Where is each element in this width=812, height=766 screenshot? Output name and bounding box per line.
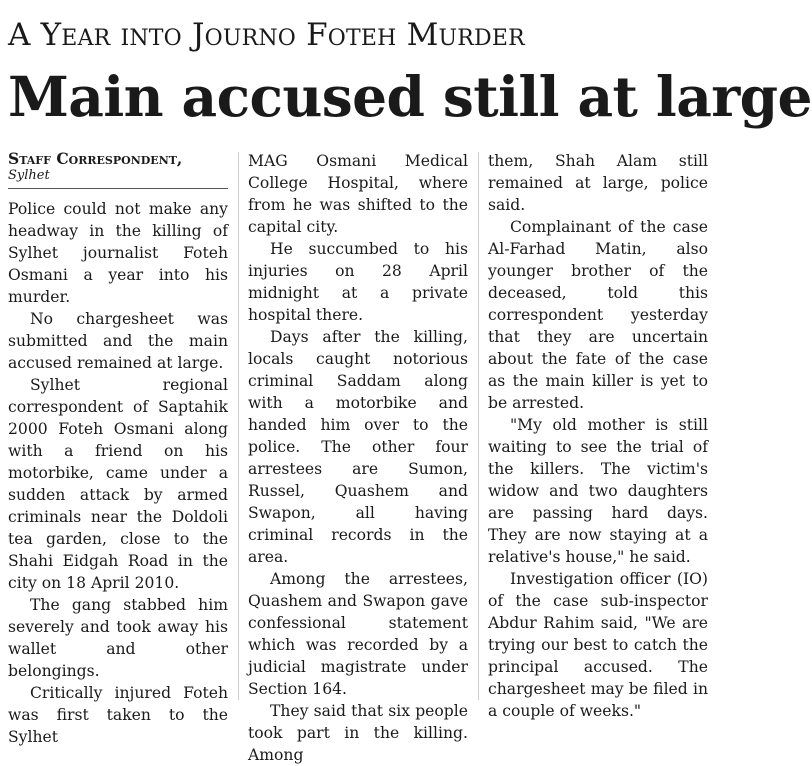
article-column-2 [248, 150, 468, 766]
paragraph: them, Shah Alam still remained at large, police said. [488, 152, 708, 214]
headline: Main accused still at large [8, 64, 812, 129]
article-column-3 [488, 150, 708, 722]
paragraph: "My old mother is still waiting to see the trial of the killers. The victim's widow and two daughters are passing hard days. They are now staying at a relative's house," he said. [488, 416, 708, 566]
paragraph: Days after the killing, locals caught notorious criminal Saddam along with a motorbike and handed him over to the police. The other four arrestees are Sumon, Russel, Quashem and Swapon, all having criminal records in the area. [248, 328, 468, 566]
paragraph: He succumbed to his injuries on 28 April midnight at a private hospital there. [248, 240, 468, 324]
paragraph: They said that six people took part in the killing. Among [248, 702, 468, 764]
paragraph: Investigation officer (IO) of the case sub-inspector Abdur Rahim said, "We are trying our best to catch the principal accused. The chargesheet may be filed in a couple of weeks." [488, 570, 708, 720]
paragraph: The gang stabbed him severely and took away his wallet and other belongings. [8, 596, 228, 680]
paragraph: MAG Osmani Medical College Hospital, where from he was shifted to the capital city. [248, 152, 468, 236]
byline-place: Sylhet [8, 168, 50, 183]
paragraph: Critically injured Foteh was first taken to the Sylhet [8, 684, 228, 746]
byline [8, 150, 228, 189]
article-column-1 [8, 150, 228, 748]
paragraph: Among the arrestees, Quashem and Swapon gave confessional statement which was recorded by a judicial magistrate under Section 164. [248, 570, 468, 698]
byline-name: Staff Correspondent, [8, 149, 183, 168]
paragraph: Complainant of the case Al-Farhad Matin, also younger brother of the deceased, told this correspondent yesterday that they are uncertain about the fate of the case as the main killer is yet to be arrested. [488, 218, 708, 412]
column-divider [478, 152, 479, 700]
kicker: A Year into Journo Foteh Murder [8, 17, 525, 53]
paragraph: Police could not make any headway in the killing of Sylhet journalist Foteh Osmani a year into his murder. [8, 200, 228, 306]
paragraph: Sylhet regional correspondent of Saptahik 2000 Foteh Osmani along with a friend on his motorbike, came under a sudden attack by armed criminals near the Doldoli tea garden, close to the Shahi Eidgah Road in the city on 18 April 2010. [8, 376, 228, 592]
paragraph: No chargesheet was submitted and the main accused remained at large. [8, 310, 228, 372]
column-divider [238, 152, 239, 700]
